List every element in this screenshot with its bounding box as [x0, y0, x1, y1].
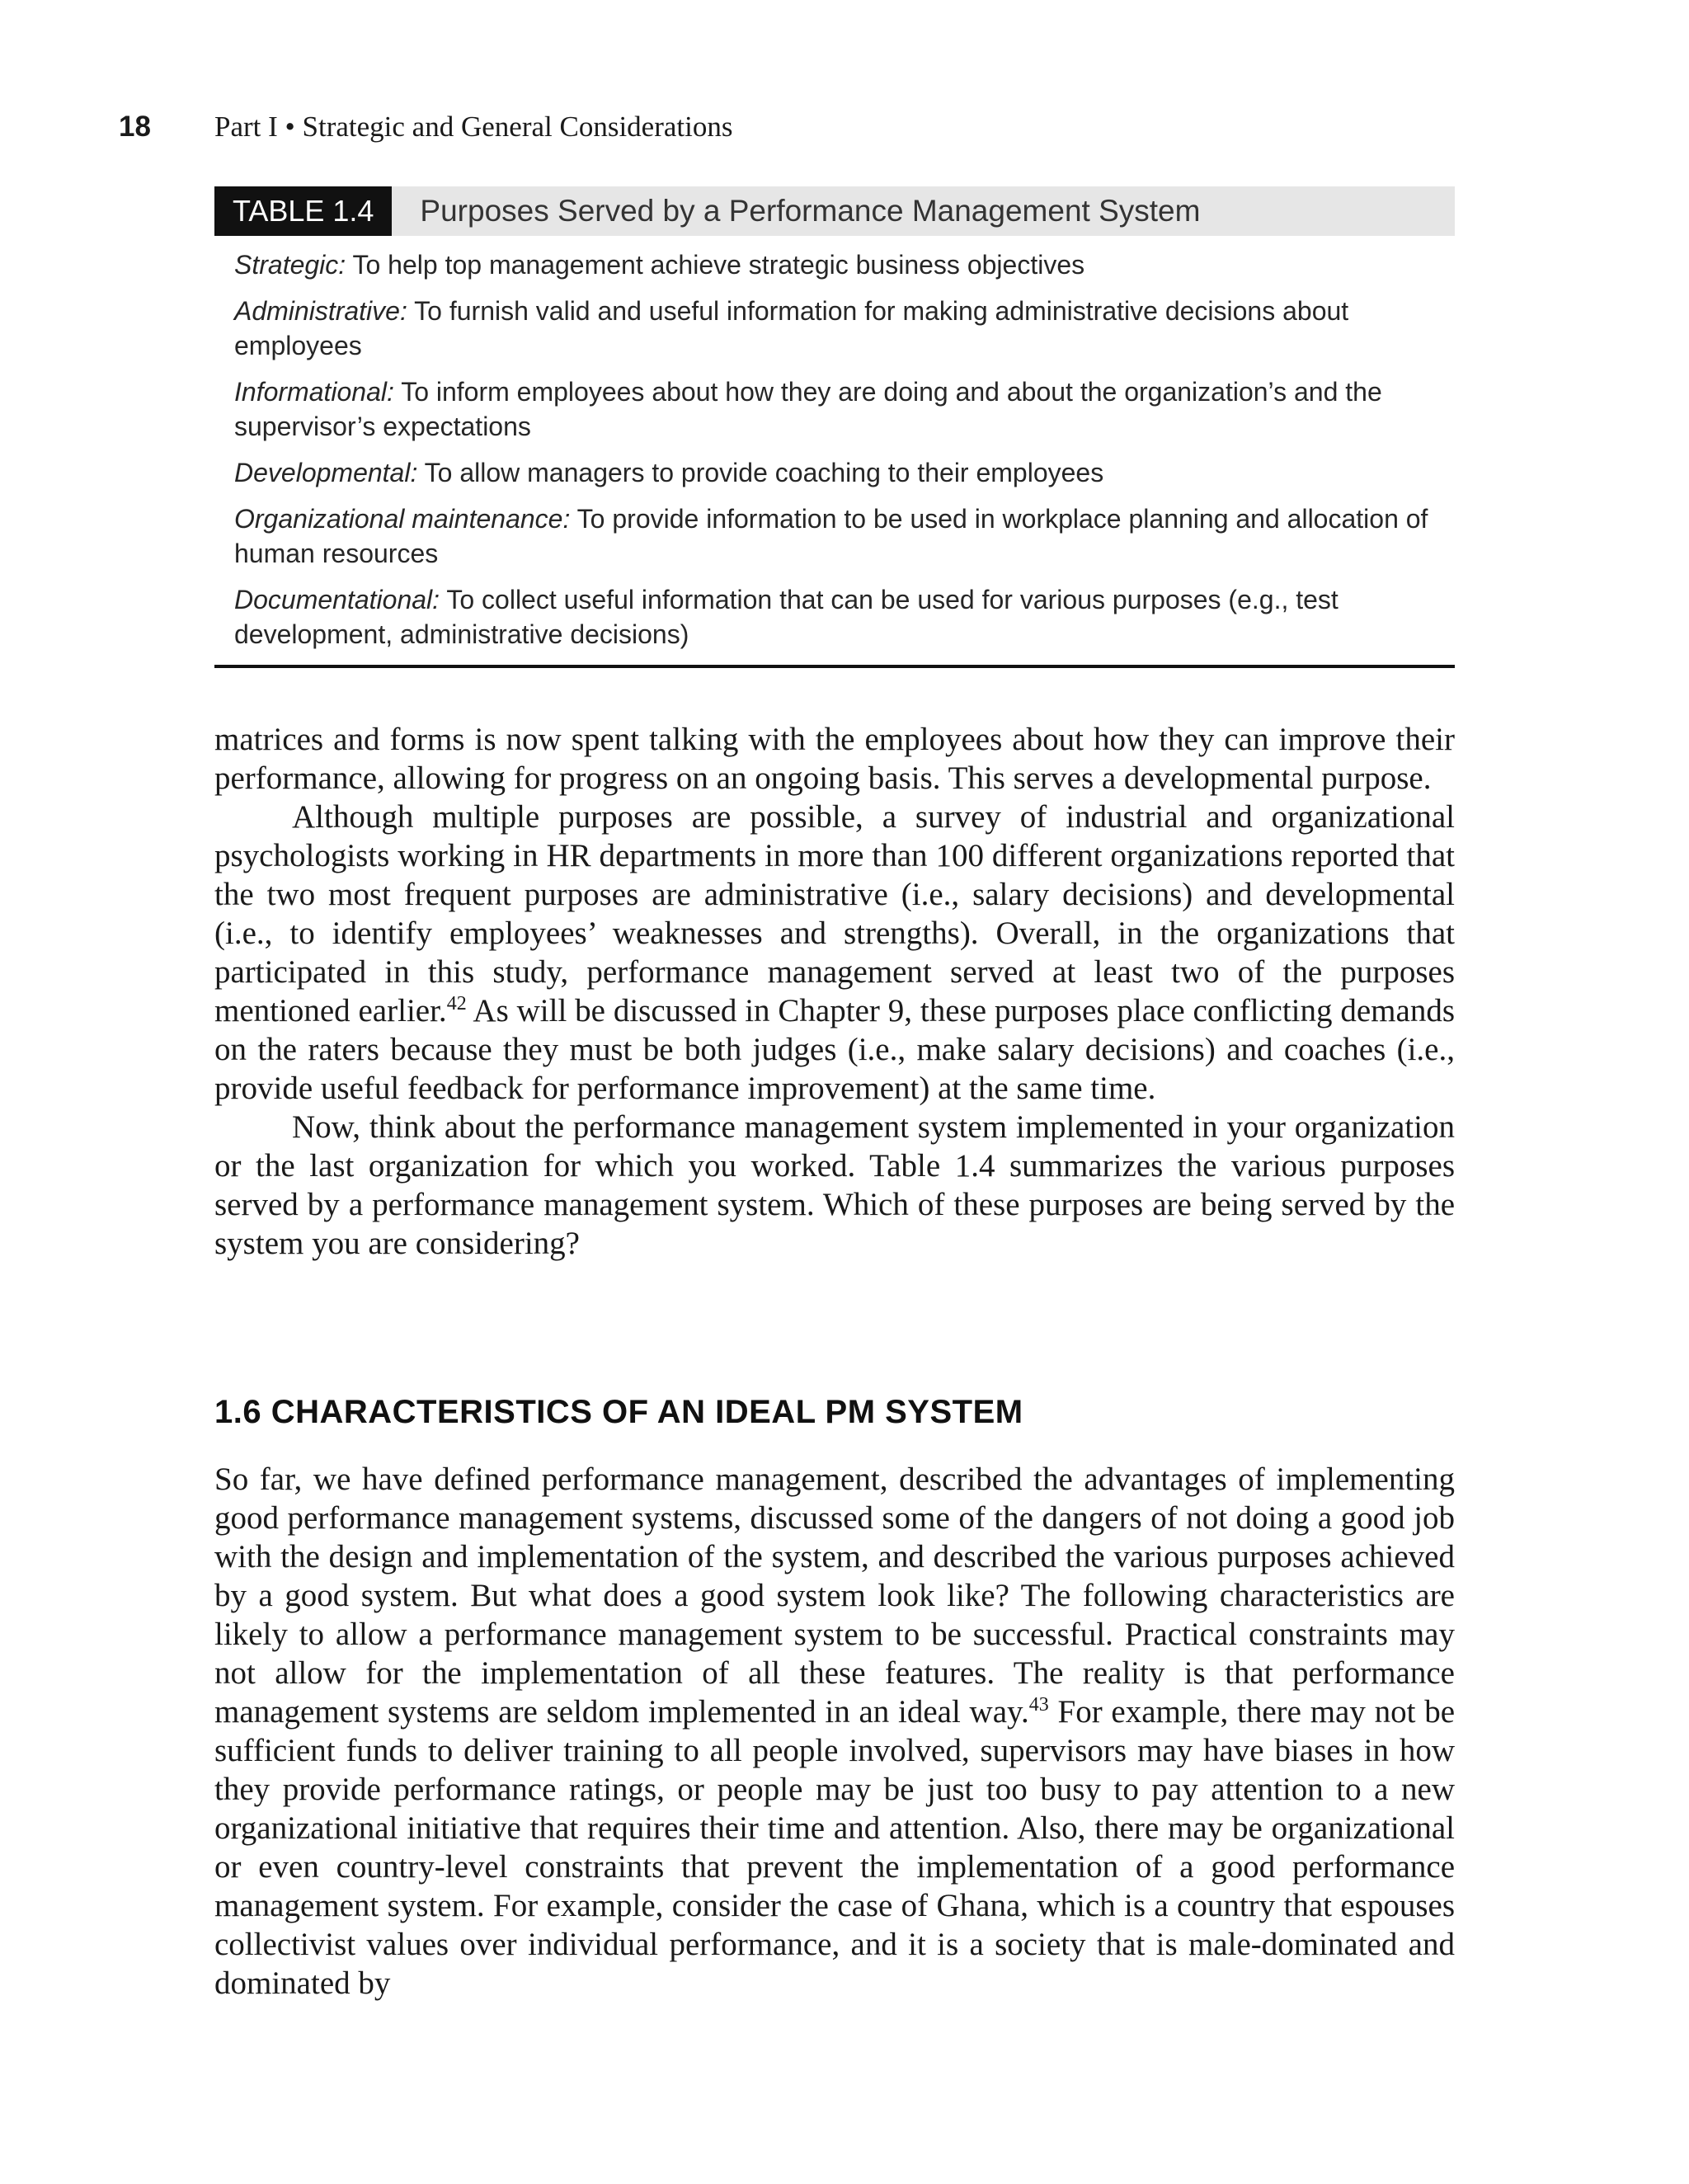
paragraph: [214, 1460, 1455, 2003]
page-number: 18: [119, 111, 151, 143]
row-text: To inform employees about how they are doing and about the organization’s and the supervisor’s expectations: [234, 377, 1382, 441]
body-text-upper: [214, 720, 1455, 1263]
table-row-administrative: [234, 294, 1435, 363]
paragraph: [214, 798, 1455, 1108]
row-label: Administrative:: [234, 296, 407, 326]
row-label: Informational:: [234, 377, 394, 407]
table-title: Purposes Served by a Performance Management System: [420, 194, 1201, 228]
table-row-organizational-maintenance: [234, 501, 1435, 571]
table-rows: [214, 236, 1455, 660]
table-row-documentational: [234, 582, 1435, 652]
paragraph-text: Although multiple purposes are possible, a survey of industrial and organizational psychologists working in HR departments in more than 100 different organizations reported that the two most frequent purposes are administrative (i.e., salary decisions) and developmental (i.e., to identify employees’ weaknesses and strengths). Overall, in the organizations that participated in this study, performance management served at least two of the purposes mentioned earlier.: [214, 799, 1455, 1028]
table-1-4: [214, 186, 1455, 668]
table-title-bar: [214, 186, 1455, 236]
paragraph-text: As will be discussed in Chapter 9, these purposes place conflicting demands on the raters because they must be both judges (i.e., make salary decisions) and coaches (i.e., provide useful feedback for performance improvement) at the same time.: [214, 993, 1455, 1106]
row-text: To help top management achieve strategic business objectives: [346, 250, 1085, 280]
running-head: Part I • Strategic and General Considerations: [214, 111, 733, 143]
table-row-strategic: [234, 247, 1435, 282]
row-text: To allow managers to provide coaching to their employees: [417, 458, 1104, 487]
section-heading: 1.6 CHARACTERISTICS OF AN IDEAL PM SYSTEM: [214, 1394, 1023, 1430]
table-row-informational: [234, 374, 1435, 444]
paragraph-text: For example, there may not be sufficient funds to deliver training to all people involved, supervisors may have biases in how they provide performance ratings, or people may be just too busy to pay attention to a new organizational initiative that requires their time and attention. Also, there may be organizational or even country-level constraints that prevent the implementation of a good performance management system. For example, consider the case of Ghana, which is a country that espouses collectivist values over individual performance, and it is a society that is male-dominated and dominated by: [214, 1694, 1455, 2001]
table-row-developmental: [234, 455, 1435, 490]
row-text: To furnish valid and useful information for making administrative decisions about employees: [234, 296, 1349, 360]
table-label: TABLE 1.4: [214, 186, 392, 236]
row-label: Documentational:: [234, 585, 440, 614]
page-header: [119, 111, 1455, 152]
paragraph: Now, think about the performance management system implemented in your organization or the last organization for which you worked. Table 1.4 summarizes the various purposes served by a performance management system. Which of these purposes are being served by the system you are considering?: [214, 1109, 1455, 1261]
footnote-ref: 43: [1028, 1694, 1049, 1716]
row-label: Developmental:: [234, 458, 418, 487]
row-label: Strategic:: [234, 250, 346, 280]
row-label: Organizational maintenance:: [234, 504, 571, 534]
row-text: To collect useful information that can be used for various purposes (e.g., test development, administrative decisions): [234, 585, 1338, 649]
paragraph: matrices and forms is now spent talking with the employees about how they can improve their performance, allowing for progress on an ongoing basis. This serves a developmental purpose.: [214, 722, 1455, 796]
body-text-lower: [214, 1460, 1455, 2003]
row-text: To provide information to be used in workplace planning and allocation of human resources: [234, 504, 1428, 568]
paragraph-text: So far, we have defined performance management, described the advantages of implementing good performance management systems, discussed some of the dangers of not doing a good job with the design and implementation of the system, and described the various purposes achieved by a good system. But what does a good system look like? The following characteristics are likely to allow a performance management system to be successful. Practical constraints may not allow for the implementation of all these features. The reality is that performance management systems are seldom implemented in an ideal way.: [214, 1461, 1455, 1730]
footnote-ref: 42: [446, 993, 467, 1014]
table-bottom-rule: [214, 665, 1455, 668]
